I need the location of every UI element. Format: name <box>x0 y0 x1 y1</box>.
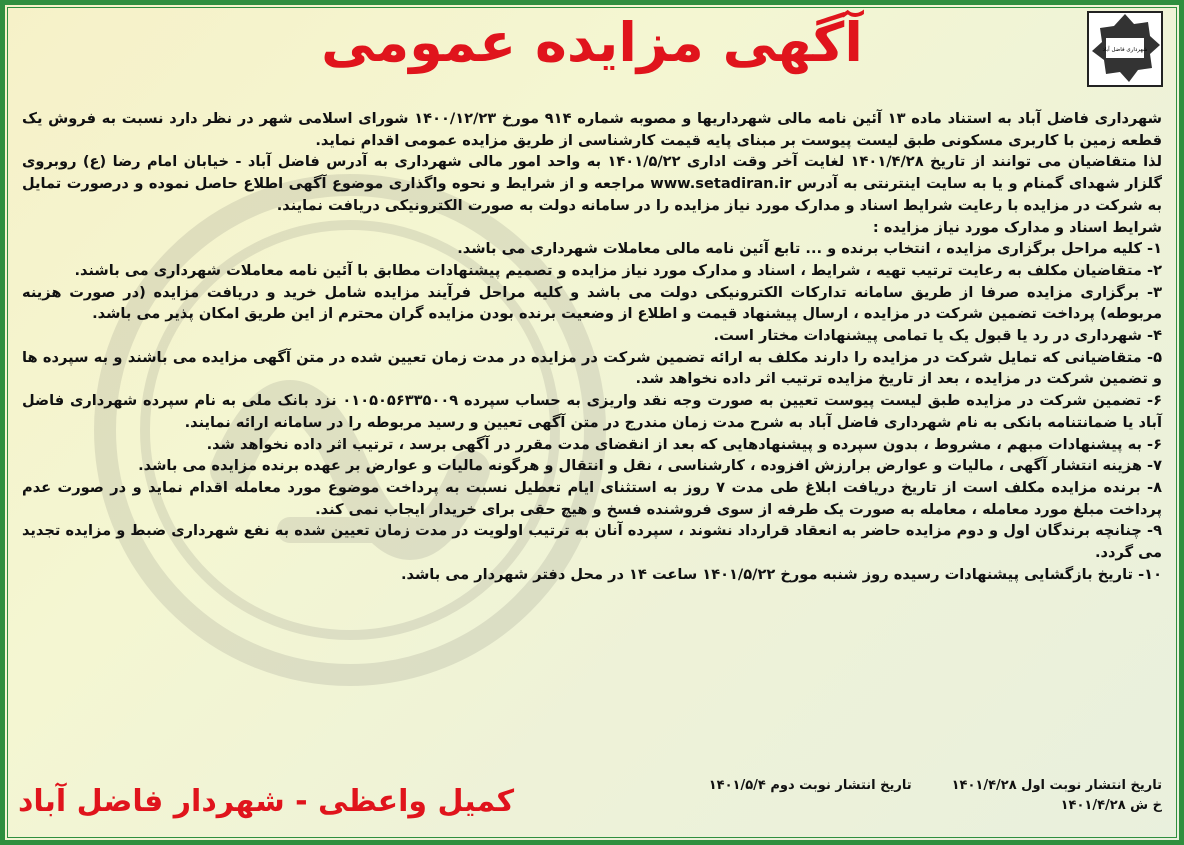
paragraph-intro: شهرداری فاضل آباد به استناد ماده ۱۳ آئین نامه مالی شهرداریها و مصوبه شماره ۹۱۴ مورخ ۱۴۰۰/۱۲/۲۳ شورای اسلامی شهر در نظر دارد نسبت به فروش یک قطعه زمین با کاربری مسکونی طبق لیست پیوست بر مبنای پایه قیمت کارشناسی از طریق مزایده عمومی اقدام نماید. <box>22 110 1162 149</box>
condition-item: ۸- برنده مزایده مکلف است از تاریخ دریافت ابلاغ طی مدت ۷ روز به استثنای ایام تعطیل نسبت به پرداخت موضوع مورد معامله اقدام نماید و در صورت عدم پرداخت مبلغ مورد معامله ، معامله به صورت یک طرفه از سوی فروشنده فسخ و هیچ حقی برای خریدار ایجاب نمی کند. <box>22 478 1163 518</box>
mayor-signature: کمیل واعظی - شهردار فاضل آباد <box>18 784 515 819</box>
condition-item: ۹- چنانچه برندگان اول و دوم مزایده حاضر به انعقاد قرارداد نشوند ، سپرده آنان به ترتیب اولویت در مدت زمان تعیین شده به نفع شهرداری ضبط و مزایده تجدید می گردد. <box>22 522 1162 562</box>
paragraph-conditions-heading: شرایط اسناد و مدارک مورد نیاز مزایده : <box>872 218 1162 236</box>
condition-item: ۲- متقاضیان مکلف به رعایت ترتیب تهیه ، شرایط ، اسناد و مدارک مورد نیاز مزایده و تصمیم پیشنهادات مطابق با آئین نامه معاملات شهرداری می باشند. <box>74 261 1162 279</box>
paragraph-applicants: لذا متقاضیان می توانند از تاریخ ۱۴۰۱/۴/۲۸ لغایت آخر وقت اداری ۱۴۰۱/۵/۲۲ به واحد امور مالی شهرداری به آدرس فاضل آباد - خیابان امام رضا (ع) روبروی گلزار شهدای گمنام و یا به سایت اینترنتی به آدرس www.setadiran.ir مراجعه و از شرایط و نحوه واگذاری موضوع آگهی اطلاع حاصل نموده و درصورت تمایل به شرکت در مزایده با رعایت شرایط اسناد و مدارک مورد نیاز مزایده را در سامانه دولت به صورت الکترونیکی دریافت نمایند. <box>22 153 1162 214</box>
logo-text: شهرداری فاضل آباد <box>1102 47 1148 53</box>
condition-item: ۶- تضمین شرکت در مزایده طبق لیست پیوست تعیین به صورت وجه نقد واریزی به حساب سپرده ۰۱۰۵۰۵۶۳۳۵۰۰۹ نزد بانک ملی به نام سپرده شهرداری فاضل آباد یا ضمانتنامه بانکی به نام شهرداری فاضل آباد به شرح مدت زمان مندرج در متن آگهی تعیین و رسید مربوطه را در سامانه ارائه نمایند. <box>22 392 1162 431</box>
publication-code: خ ش ۱۴۰۱/۴/۲۸ <box>1060 798 1162 813</box>
condition-item: ۱۰- تاریخ بازگشایی پیشنهادات رسیده روز شنبه مورخ ۱۴۰۱/۵/۲۲ ساعت ۱۴ در محل دفتر شهردار می باشد. <box>400 565 1162 583</box>
second-publication-date: تاریخ انتشار نوبت دوم ۱۴۰۱/۵/۴ <box>708 778 912 793</box>
condition-item: ۶- به پیشنهادات مبهم ، مشروط ، بدون سپرده و پیشنهادهایی که بعد از انقضای مدت مقرر در آگهی برسد ، ترتیب اثر داده نخواهد شد. <box>206 435 1162 453</box>
condition-item: ۷- هزینه انتشار آگهی ، مالیات و عوارض برارزش افزوده ، کارشناسی ، نقل و انتقال و هرگونه مالیات و عوارض بر عهده برنده مزایده می باشد. <box>138 457 1162 475</box>
condition-item: ۵- متقاضیانی که تمایل شرکت در مزایده را دارند مکلف به ارائه تضمین شرکت در مزایده در مدت زمان تعیین شده در متن آگهی مزایده می باشند و به سپرده ها و تضمین شرکت در مزایده ، بعد از تاریخ مزایده ترتیب اثر داده نخواهد شد. <box>22 348 1162 388</box>
condition-item: ۱- کلیه مراحل برگزاری مزایده ، انتخاب برنده و ... تابع آئین نامه مالی معاملات شهرداری می باشد. <box>457 240 1162 258</box>
first-publication-date: تاریخ انتشار نوبت اول ۱۴۰۱/۴/۲۸ <box>951 778 1162 793</box>
condition-item: ۳- برگزاری مزایده صرفا از طریق سامانه تدارکات الکترونیکی دولت می باشد و کلیه مراحل فرآیند مزایده شامل خرید و دریافت مزایده (در صورت هزینه مربوطه) پرداخت تضمین شرکت در مزایده ، ارسال پیشنهاد قیمت و اطلاع از وضعیت برنده بودن مزایده گران محترم از این طریق امکان پذیر می باشد. <box>22 283 1162 323</box>
ad-title: آگهی مزایده عمومی <box>321 11 863 74</box>
publication-dates <box>602 776 1162 816</box>
condition-item: ۴- شهرداری در رد یا قبول یک یا تمامی پیشنهادات مختار است. <box>713 327 1162 345</box>
ad-body <box>22 108 1162 585</box>
